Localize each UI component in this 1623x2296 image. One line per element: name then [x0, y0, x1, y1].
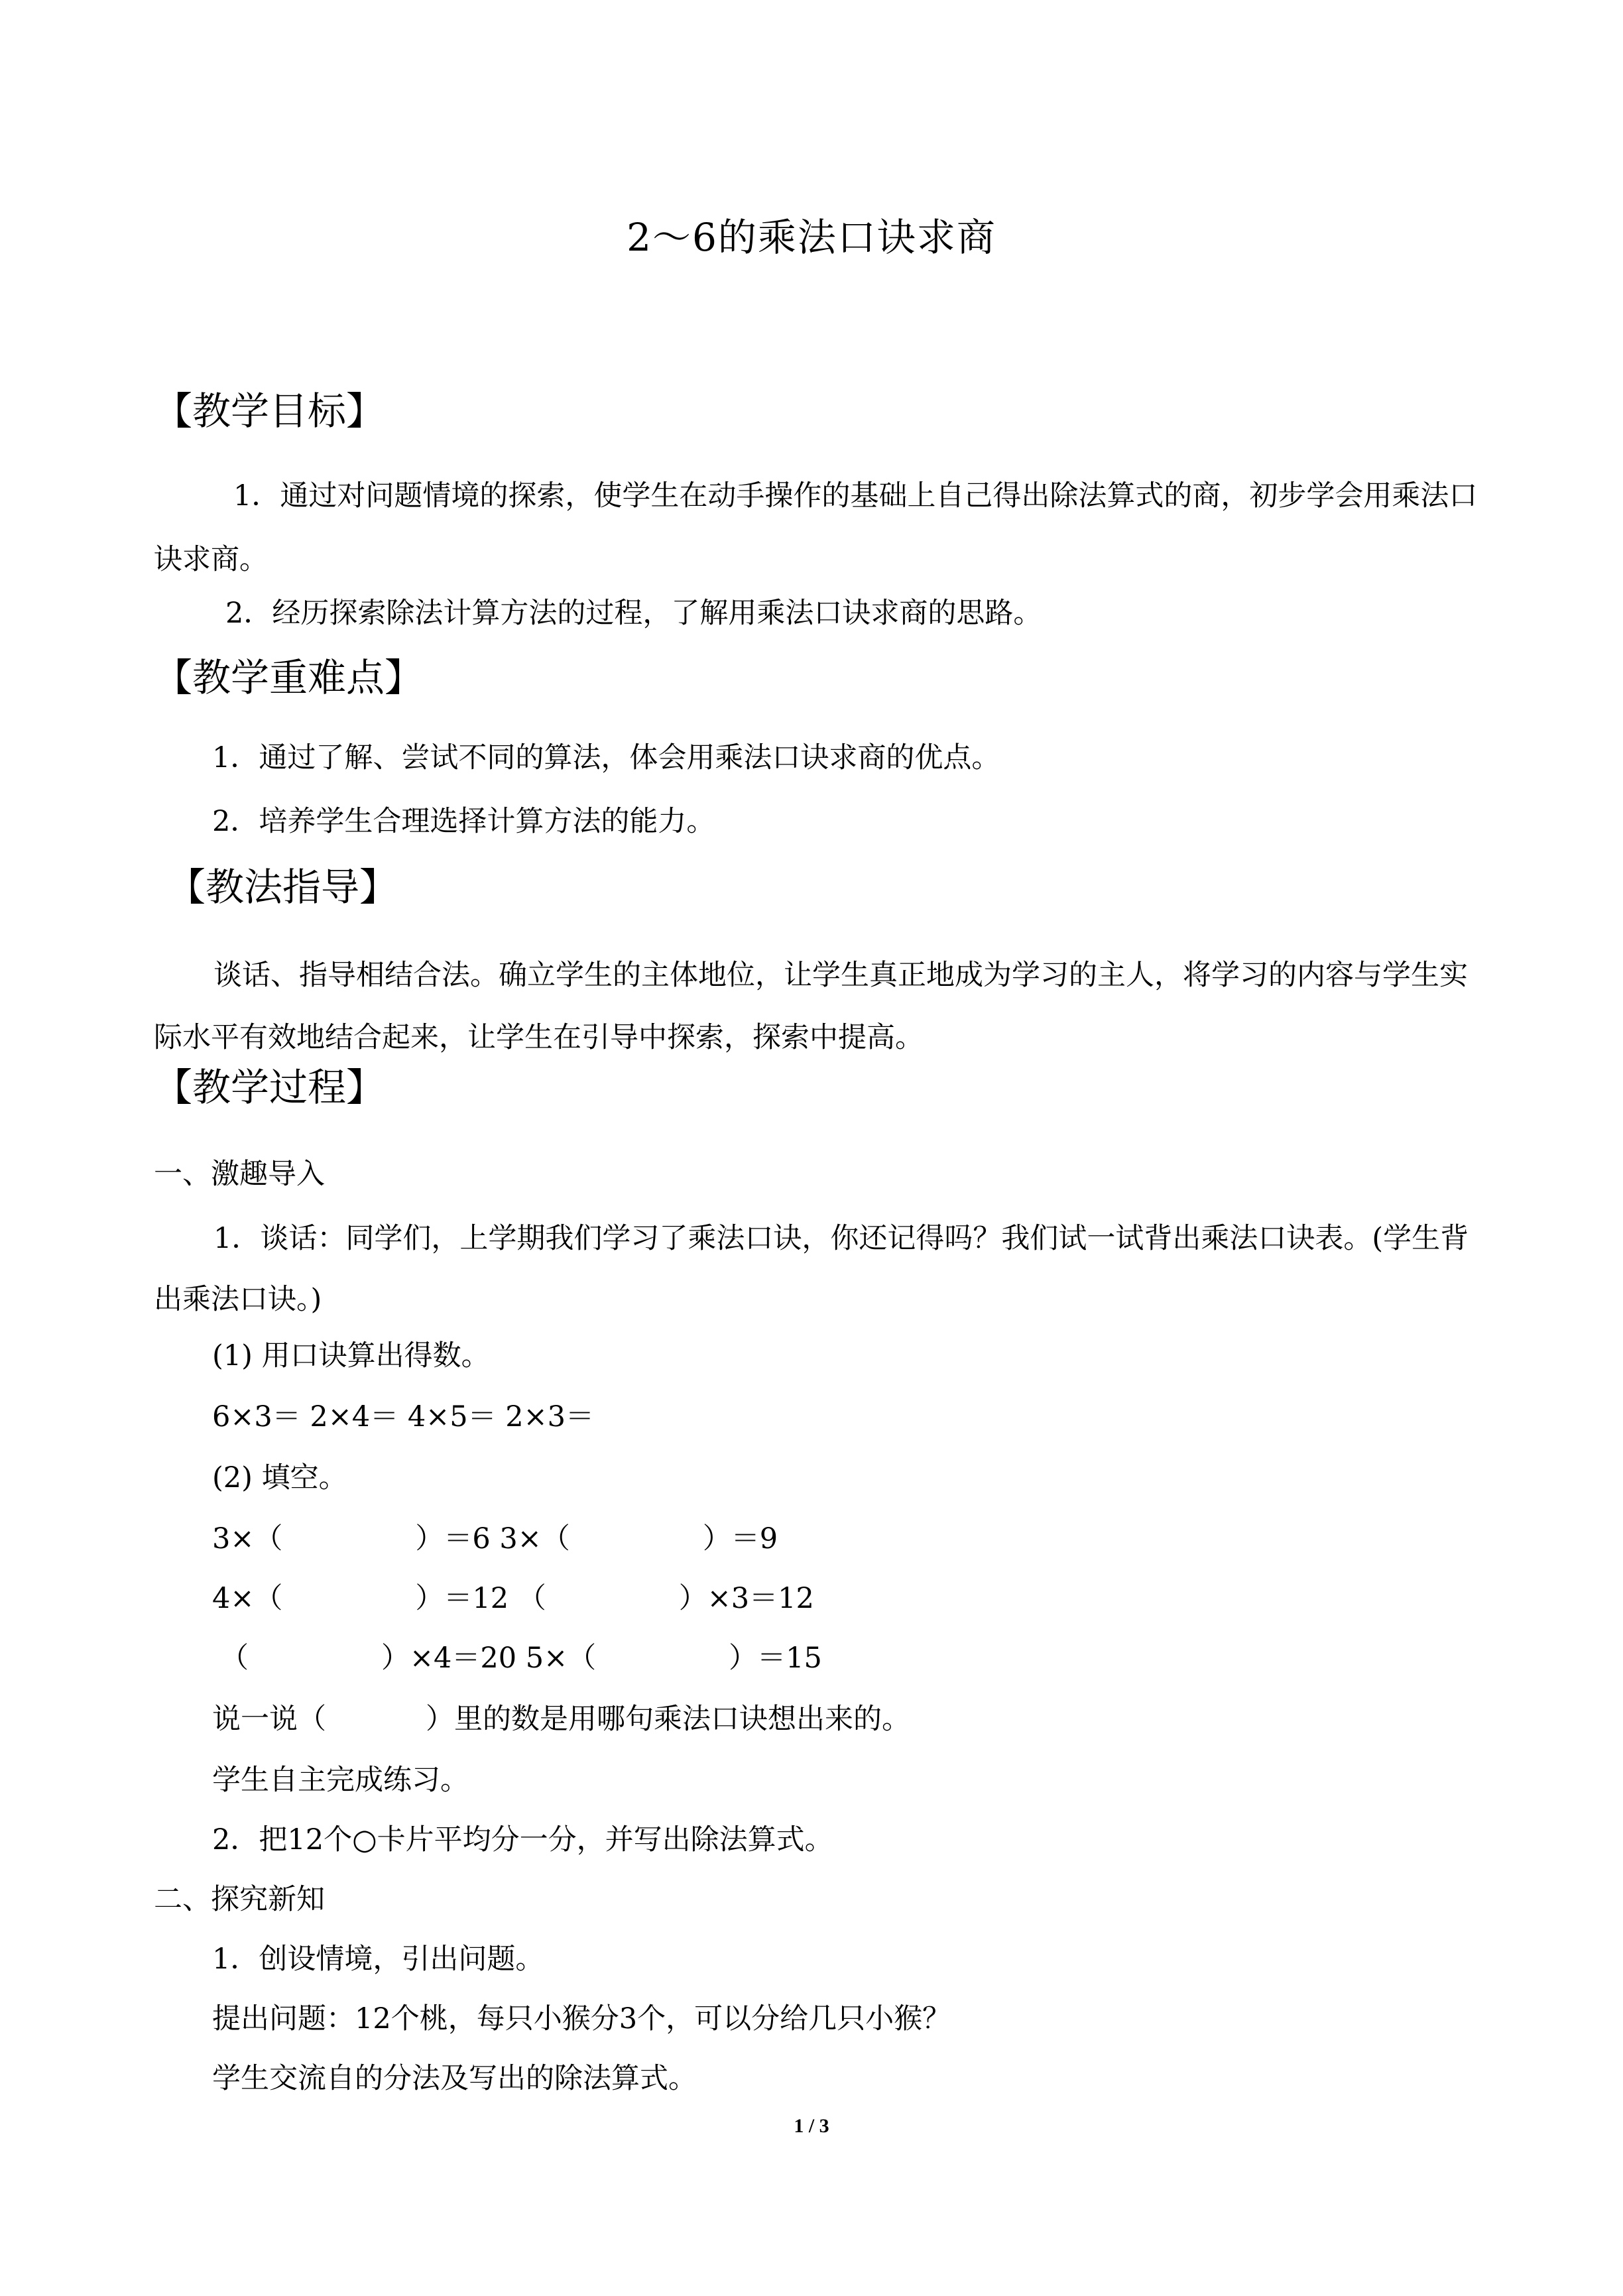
question-line: 提出问题：12个桃，每只小猴分3个，可以分给几只小猴？	[212, 2002, 951, 2035]
fill-r2-a: 4×（	[212, 1582, 283, 1615]
goals-paragraph-2: 2．经历探索除法计算方法的过程，了解用乘法口诀求商的思路。	[225, 597, 1042, 630]
keypoints-paragraph-1: 1．通过了解、尝试不同的算法，体会用乘法口诀求商的优点。	[212, 741, 1000, 774]
exchange-line: 学生交流自的分法及写出的除法算式。	[212, 2062, 697, 2095]
heading-goals: 【教学目标】	[154, 389, 385, 434]
say-b: ）里的数是用哪句乘法口诀想出来的。	[426, 1703, 910, 1736]
sub-question-1: (1) 用口诀算出得数。	[212, 1339, 490, 1372]
say-a: 说一说（	[212, 1703, 326, 1736]
page-number: 1 / 3	[794, 2115, 829, 2137]
fill-r1-b: ）＝6 3×（	[415, 1522, 570, 1555]
fill-r1-a: 3×（	[212, 1522, 283, 1555]
fill-r2-c: ）×3＝12	[678, 1582, 814, 1615]
method-paragraph: 谈话、指导相结合法。确立学生的主体地位，让学生真正地成为学习的主人，将学习的内容与学生实际水平有效地结合起来，让学生在引导中探索，探索中提高。	[154, 959, 1468, 1054]
fill-blank-row-3	[220, 1638, 822, 1679]
self-practice: 学生自主完成练习。	[212, 1764, 469, 1797]
goals-paragraph-1: 1．通过对问题情境的探索，使学生在动手操作的基础上自己得出除法算式的商，初步学会用乘法口诀求商。	[154, 479, 1478, 576]
sub-question-2: (2) 填空。	[212, 1461, 347, 1494]
part-1-title: 一、激趣导入	[154, 1158, 325, 1191]
intro-item-2: 2．把12个○卡片平均分一分，并写出除法算式。	[212, 1823, 833, 1856]
fill-r1-c: ）＝9	[702, 1522, 778, 1555]
fill-r2-b: ）＝12 （	[415, 1582, 546, 1615]
fill-r3-c: ）＝15	[729, 1642, 822, 1675]
heading-keypoints: 【教学重难点】	[154, 655, 424, 700]
heading-method: 【教法指导】	[167, 865, 398, 910]
new-item-1: 1．创设情境，引出问题。	[212, 1943, 544, 1976]
fill-r3-b: ）×4＝20 5×（	[381, 1642, 597, 1675]
keypoints-paragraph-2: 2．培养学生合理选择计算方法的能力。	[212, 805, 715, 838]
intro-item-1: 1．谈话：同学们，上学期我们学习了乘法口诀，你还记得吗？我们试一试背出乘法口诀表。(学生背出乘法口诀。)	[154, 1222, 1469, 1316]
page-title: 2～6的乘法口诀求商	[627, 215, 996, 260]
fill-blank-row-1	[212, 1518, 778, 1559]
part-2-title: 二、探究新知	[154, 1883, 325, 1916]
fill-blank-row-2	[212, 1578, 814, 1619]
fill-r3-a: （	[220, 1642, 249, 1675]
heading-process: 【教学过程】	[154, 1065, 385, 1110]
calc-row: 6×3＝ 2×4＝ 4×5＝ 2×3＝	[212, 1400, 594, 1433]
say-line	[212, 1699, 910, 1740]
